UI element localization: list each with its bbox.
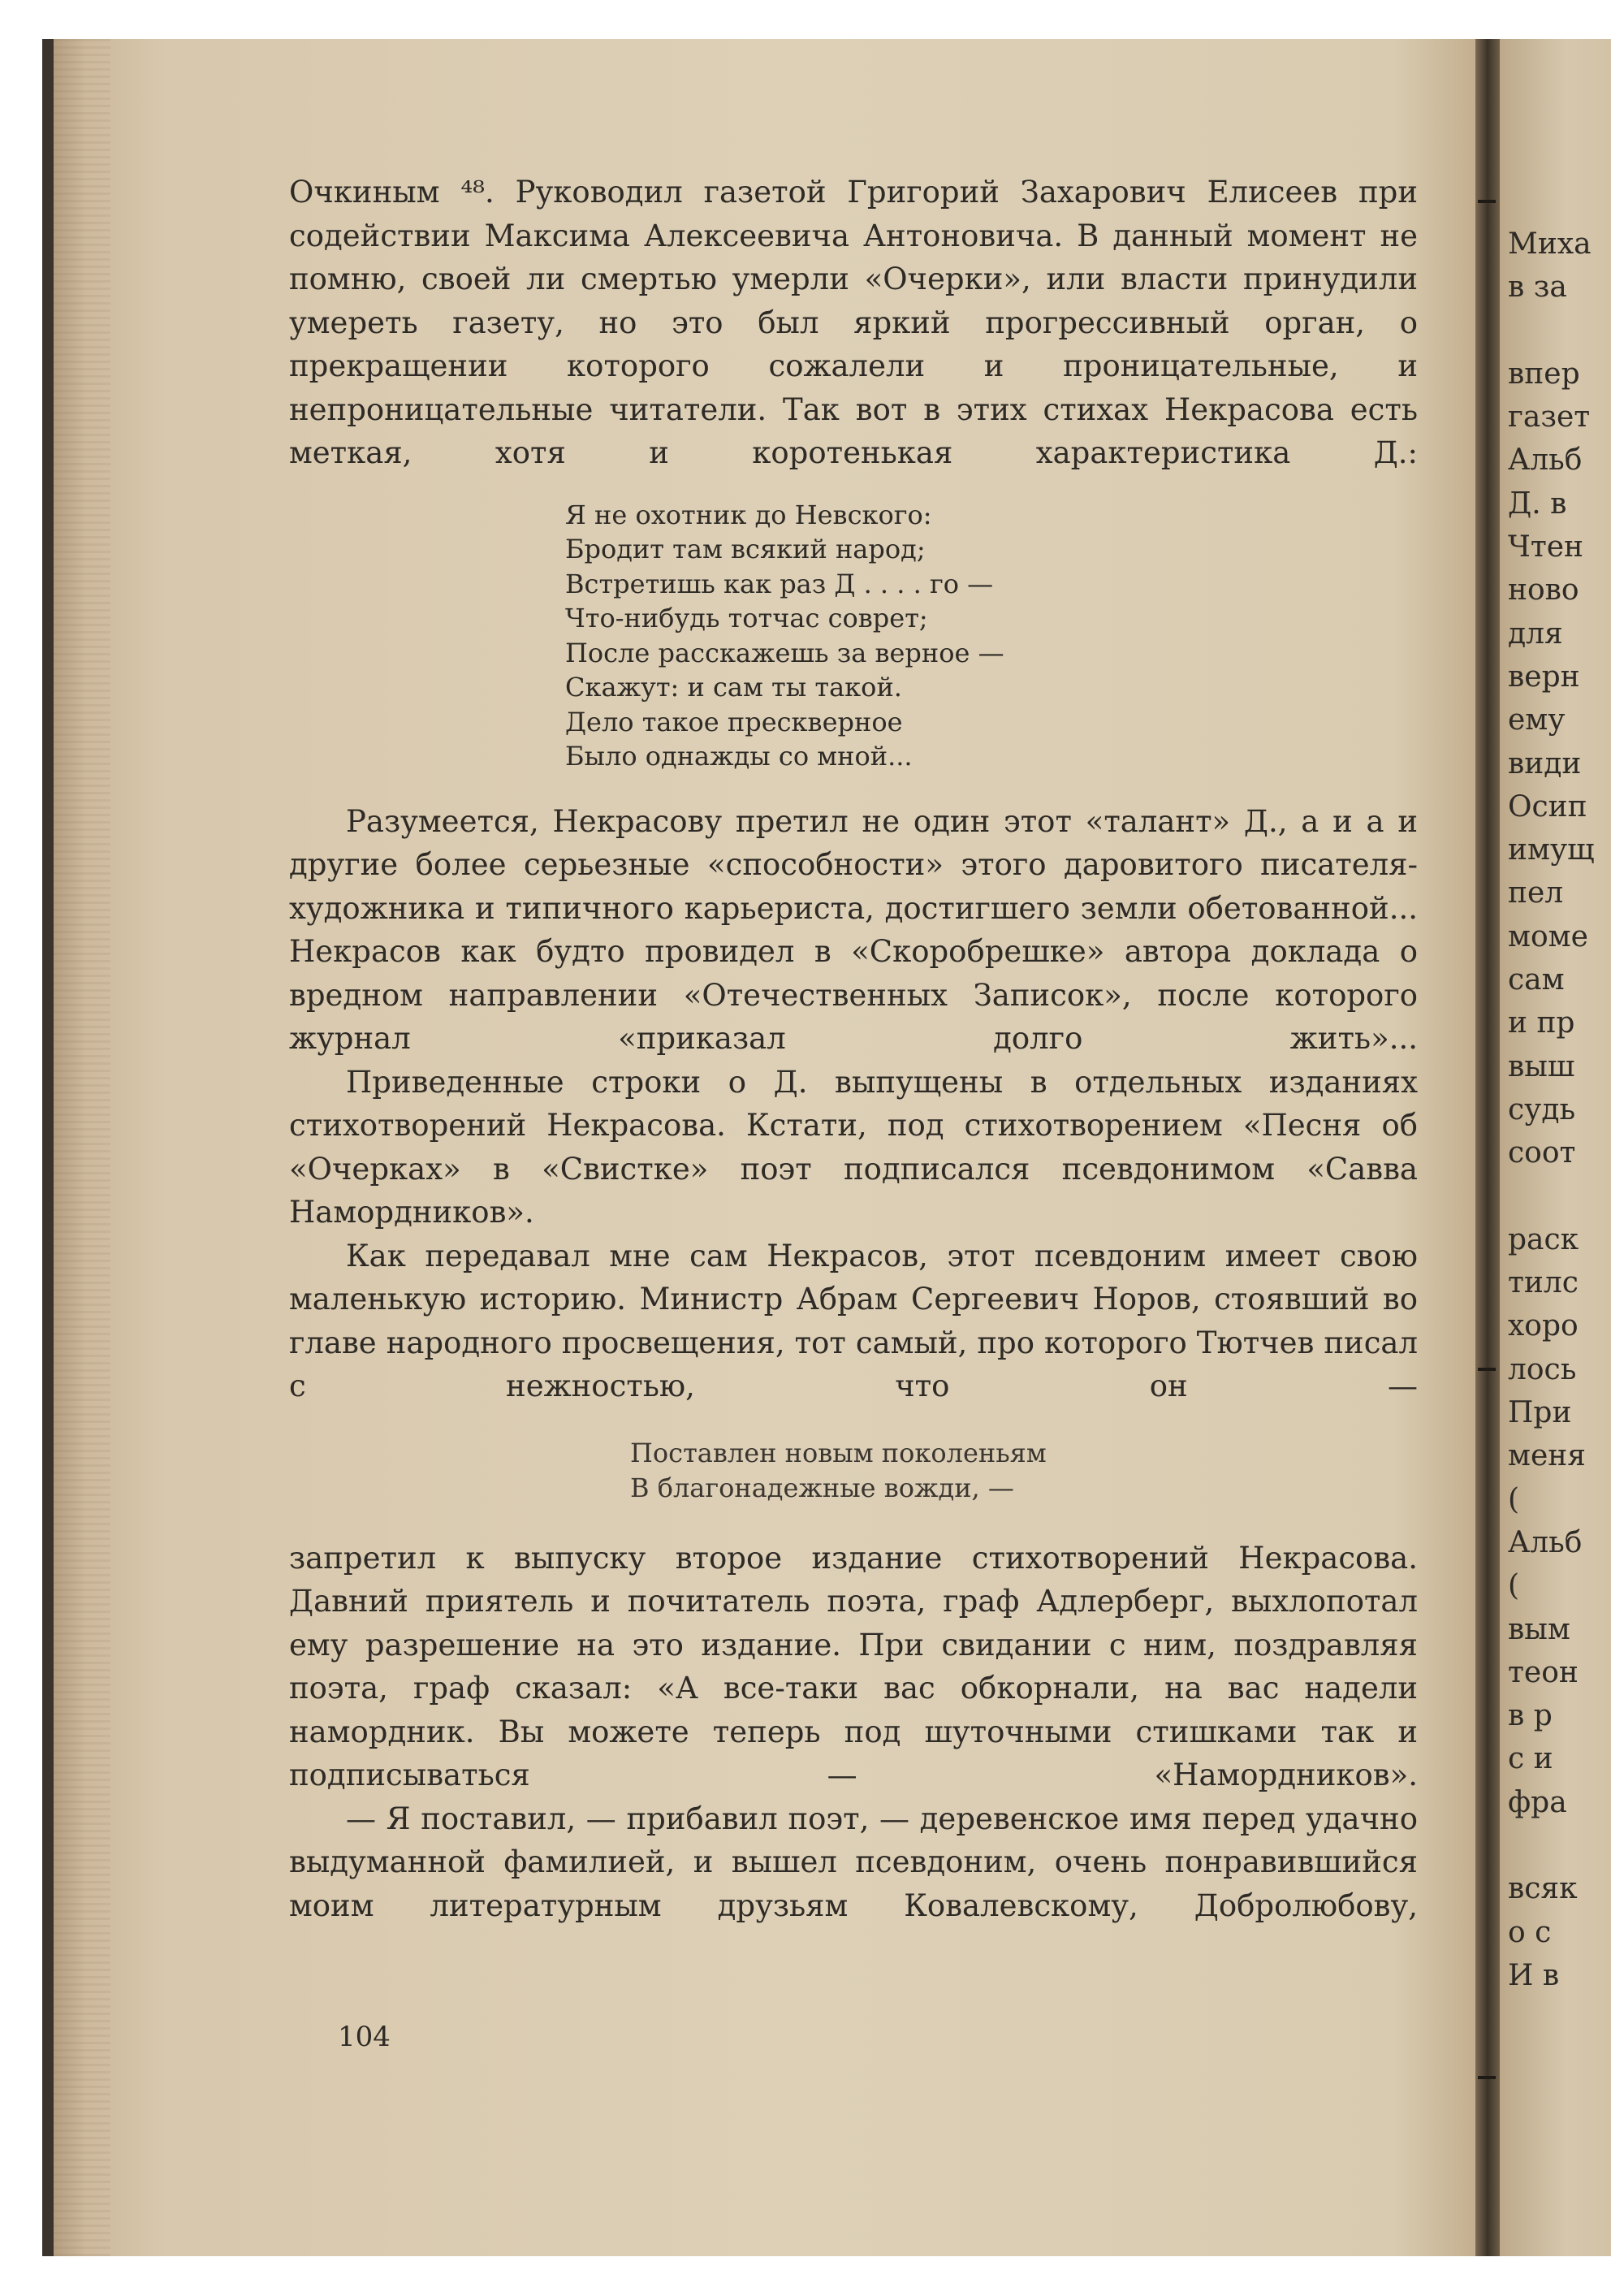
main-text [289, 171, 1418, 1927]
margin-tick [1478, 2076, 1496, 2079]
book-scan [42, 39, 1611, 2256]
right-page-line: Миха [1508, 227, 1592, 261]
right-page-line: соот [1508, 1136, 1576, 1170]
right-page-line: Альб [1508, 443, 1583, 478]
margin-tick [1478, 200, 1496, 203]
verse-line: Было однажды со мной... [565, 741, 913, 772]
epigraph-line: Поставлен новым поколеньям [630, 1437, 1047, 1468]
page-number: 104 [338, 2021, 391, 2053]
right-page-line: ново [1508, 573, 1579, 608]
right-page-line: При [1508, 1396, 1572, 1430]
book-gutter [1475, 39, 1500, 2256]
right-page-line [1508, 309, 1611, 352]
right-page-line [1508, 1175, 1611, 1218]
right-page-line: для [1508, 616, 1563, 651]
right-page-text [1508, 223, 1611, 1997]
right-page-line: и пр [1508, 1006, 1575, 1040]
right-page-line: Осип [1508, 789, 1587, 824]
right-page-line: моме [1508, 919, 1588, 953]
verse-line: После расскажешь за верное — [565, 637, 1004, 668]
right-page-line: ( [1508, 1569, 1520, 1603]
right-page-line: Альб [1508, 1525, 1583, 1559]
verse-line: Дело такое прескверное [565, 706, 903, 737]
right-page-line: о с [1508, 1915, 1552, 1949]
right-page-line: судь [1508, 1092, 1576, 1126]
verse-block [289, 498, 1418, 774]
paragraph-3: Приведенные строки о Д. выпущены в отдельных изданиях стихотворений Некрасова. Кстати, под стихотворением «Песня об «Очерках» в «Свистке» поэт подписался псевдонимом «Савва Намордников». [289, 1064, 1418, 1230]
right-page-line: верн [1508, 659, 1580, 694]
right-page-line: лось [1508, 1352, 1577, 1386]
right-page-line: выш [1508, 1049, 1575, 1083]
right-page-line: теон [1508, 1655, 1579, 1689]
verse-line: Что-нибудь тотчас соврет; [565, 603, 928, 633]
paragraph-1: Очкиным ⁴⁸. Руководил газетой Григорий Захарович Елисеев при содействии Максима Алексеевича Антоновича. В данный момент не помню, своей ли смертью умерли «Очерки», или власти принудили умереть газету, но это был яркий прогрессивный орган, о прекращении которого сожалели и проницательные, и непроницательные читатели. Так вот в этих стихах Некрасова есть меткая, хотя и коротенькая характеристика Д.: [289, 175, 1418, 470]
verse-line: Я не охотник до Невского: [565, 499, 932, 530]
right-page-line: в р [1508, 1699, 1553, 1733]
right-page-line: ему [1508, 703, 1566, 737]
right-page-line: имущ [1508, 833, 1595, 867]
right-page-line: Чтен [1508, 530, 1584, 564]
left-page [54, 39, 1483, 2256]
epigraph-block [289, 1436, 1418, 1506]
right-page-line: И в [1508, 1958, 1560, 1992]
right-page-line: фра [1508, 1785, 1567, 1819]
right-page-line: види [1508, 746, 1582, 780]
paragraph-6: — Я поставил, — прибавил поэт, — деревенское имя перед удачно выдуманной фамилией, и вышел псевдоним, очень понравившийся моим литературным друзьям Ковалевскому, Добролюбову, [289, 1801, 1418, 1923]
right-page-line: в за [1508, 270, 1567, 305]
right-page-line: Д. в [1508, 486, 1567, 521]
right-page-line [1508, 1824, 1611, 1867]
paragraph-5: запретил к выпуску второе издание стихотворений Некрасова. Давний приятель и почитатель поэта, граф Адлерберг, выхлопотал ему разрешение на это издание. При свидании с ним, поздравляя поэта, граф сказал: «А все-таки вас обкорнали, на вас надели намордник. Вы можете теперь под шуточными стишками так и подписываться — «Намордников». [289, 1540, 1418, 1792]
verse-line: Скажут: и сам ты такой. [565, 672, 902, 703]
right-page-line: всяк [1508, 1872, 1578, 1906]
right-page [1500, 39, 1611, 2256]
right-page-line: ( [1508, 1482, 1520, 1516]
right-page-line: газет [1508, 400, 1591, 435]
right-page-line: тилс [1508, 1266, 1579, 1300]
right-page-line: меня [1508, 1439, 1587, 1473]
right-page-line: вым [1508, 1612, 1570, 1646]
right-page-line: раск [1508, 1222, 1579, 1256]
right-page-line: хоро [1508, 1309, 1579, 1343]
right-page-line: с и [1508, 1742, 1553, 1776]
verse-line: Бродит там всякий народ; [565, 534, 926, 564]
paragraph-4: Как передавал мне сам Некрасов, этот псевдоним имеет свою маленькую историю. Министр Абрам Сергеевич Норов, стоявший во главе народного просвещения, тот самый, про которого Тютчев писал с нежностью, что он — [289, 1238, 1418, 1403]
right-page-line: сам [1508, 963, 1565, 997]
epigraph-line: В благонадежные вожди, — [630, 1472, 1014, 1503]
right-page-line: впер [1508, 357, 1580, 391]
verse-line: Встретишь как раз Д . . . . го — [565, 568, 994, 599]
right-page-line: пел [1508, 876, 1564, 910]
margin-tick [1478, 1368, 1496, 1371]
paragraph-2: Разумеется, Некрасову претил не один этот «талант» Д., а и а и другие более серьезные «способности» этого даровитого писателя-художника и типичного карьериста, достигшего земли обетованной... Некрасов как будто провидел в «Скоробрешке» автора доклада о вредном направлении «Отечественных Записок», после которого журнал «приказал долго жить»... [289, 803, 1418, 1056]
